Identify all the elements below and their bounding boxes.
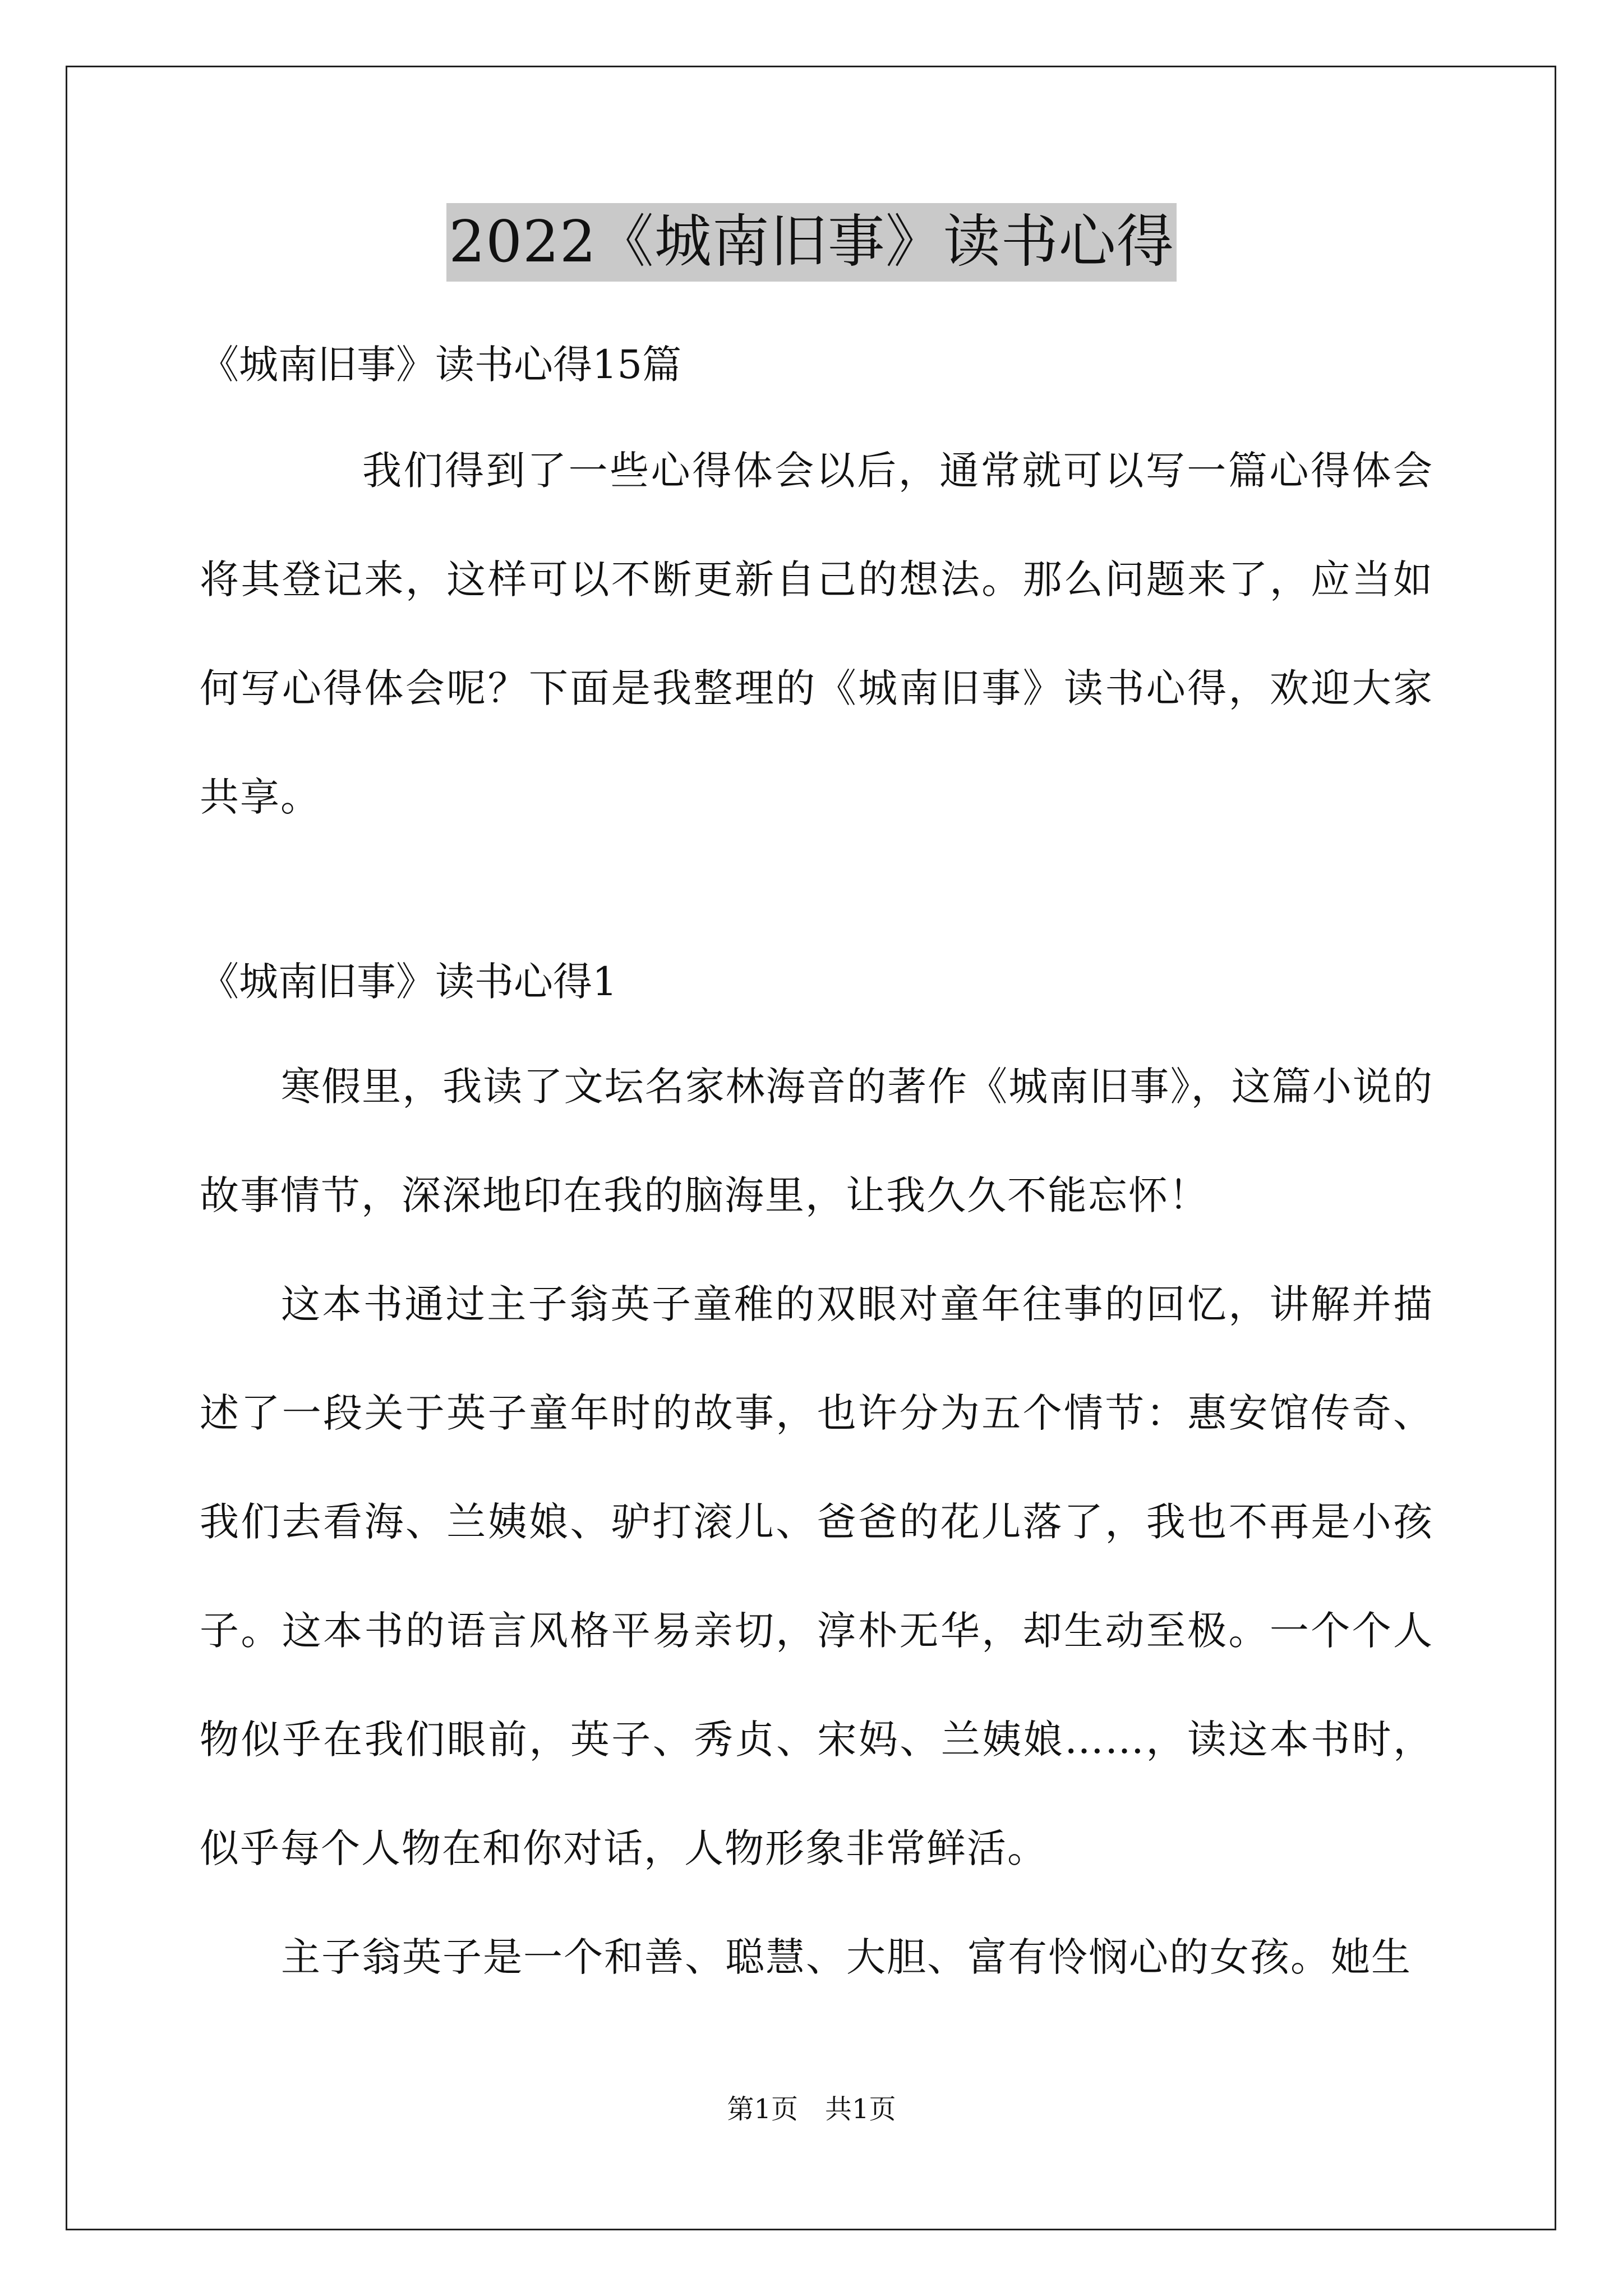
body-paragraph: 主子翁英子是一个和善、聪慧、大胆、富有怜悯心的女孩。她生 — [281, 1934, 1412, 1980]
document-subtitle: 《城南旧事》读书心得15篇 — [200, 342, 682, 388]
document-body — [200, 337, 1433, 2012]
page-footer: 第1页 共1页 — [727, 2093, 896, 2125]
body-paragraph: 寒假里，我读了文坛名家林海音的著作《城南旧事》，这篇小说的故事情节，深深地印在我的脑海里，让我久久不能忘怀！ — [200, 1064, 1433, 1218]
section-heading: 《城南旧事》读书心得1 — [200, 959, 617, 1005]
intro-paragraph: 我们得到了一些心得体会以后，通常就可以写一篇心得体会将其登记来，这样可以不断更新自己的想法。那么问题来了，应当如何写心得体会呢？下面是我整理的《城南旧事》读书心得，欢迎大家共享。 — [200, 448, 1433, 820]
document-title: 2022《城南旧事》读书心得 — [446, 203, 1177, 282]
body-paragraph: 这本书通过主子翁英子童稚的双眼对童年往事的回忆，讲解并描述了一段关于英子童年时的故事，也许分为五个情节：惠安馆传奇、我们去看海、兰姨娘、驴打滚儿、爸爸的花儿落了，我也不再是小孩子。这本书的语言风格平易亲切，淳朴无华，却生动至极。一个个人物似乎在我们眼前，英子、秀贞、宋妈、兰姨娘……，读这本书时，似乎每个人物在和你对话，人物形象非常鲜活。 — [200, 1281, 1433, 1871]
title-container — [0, 203, 1623, 282]
